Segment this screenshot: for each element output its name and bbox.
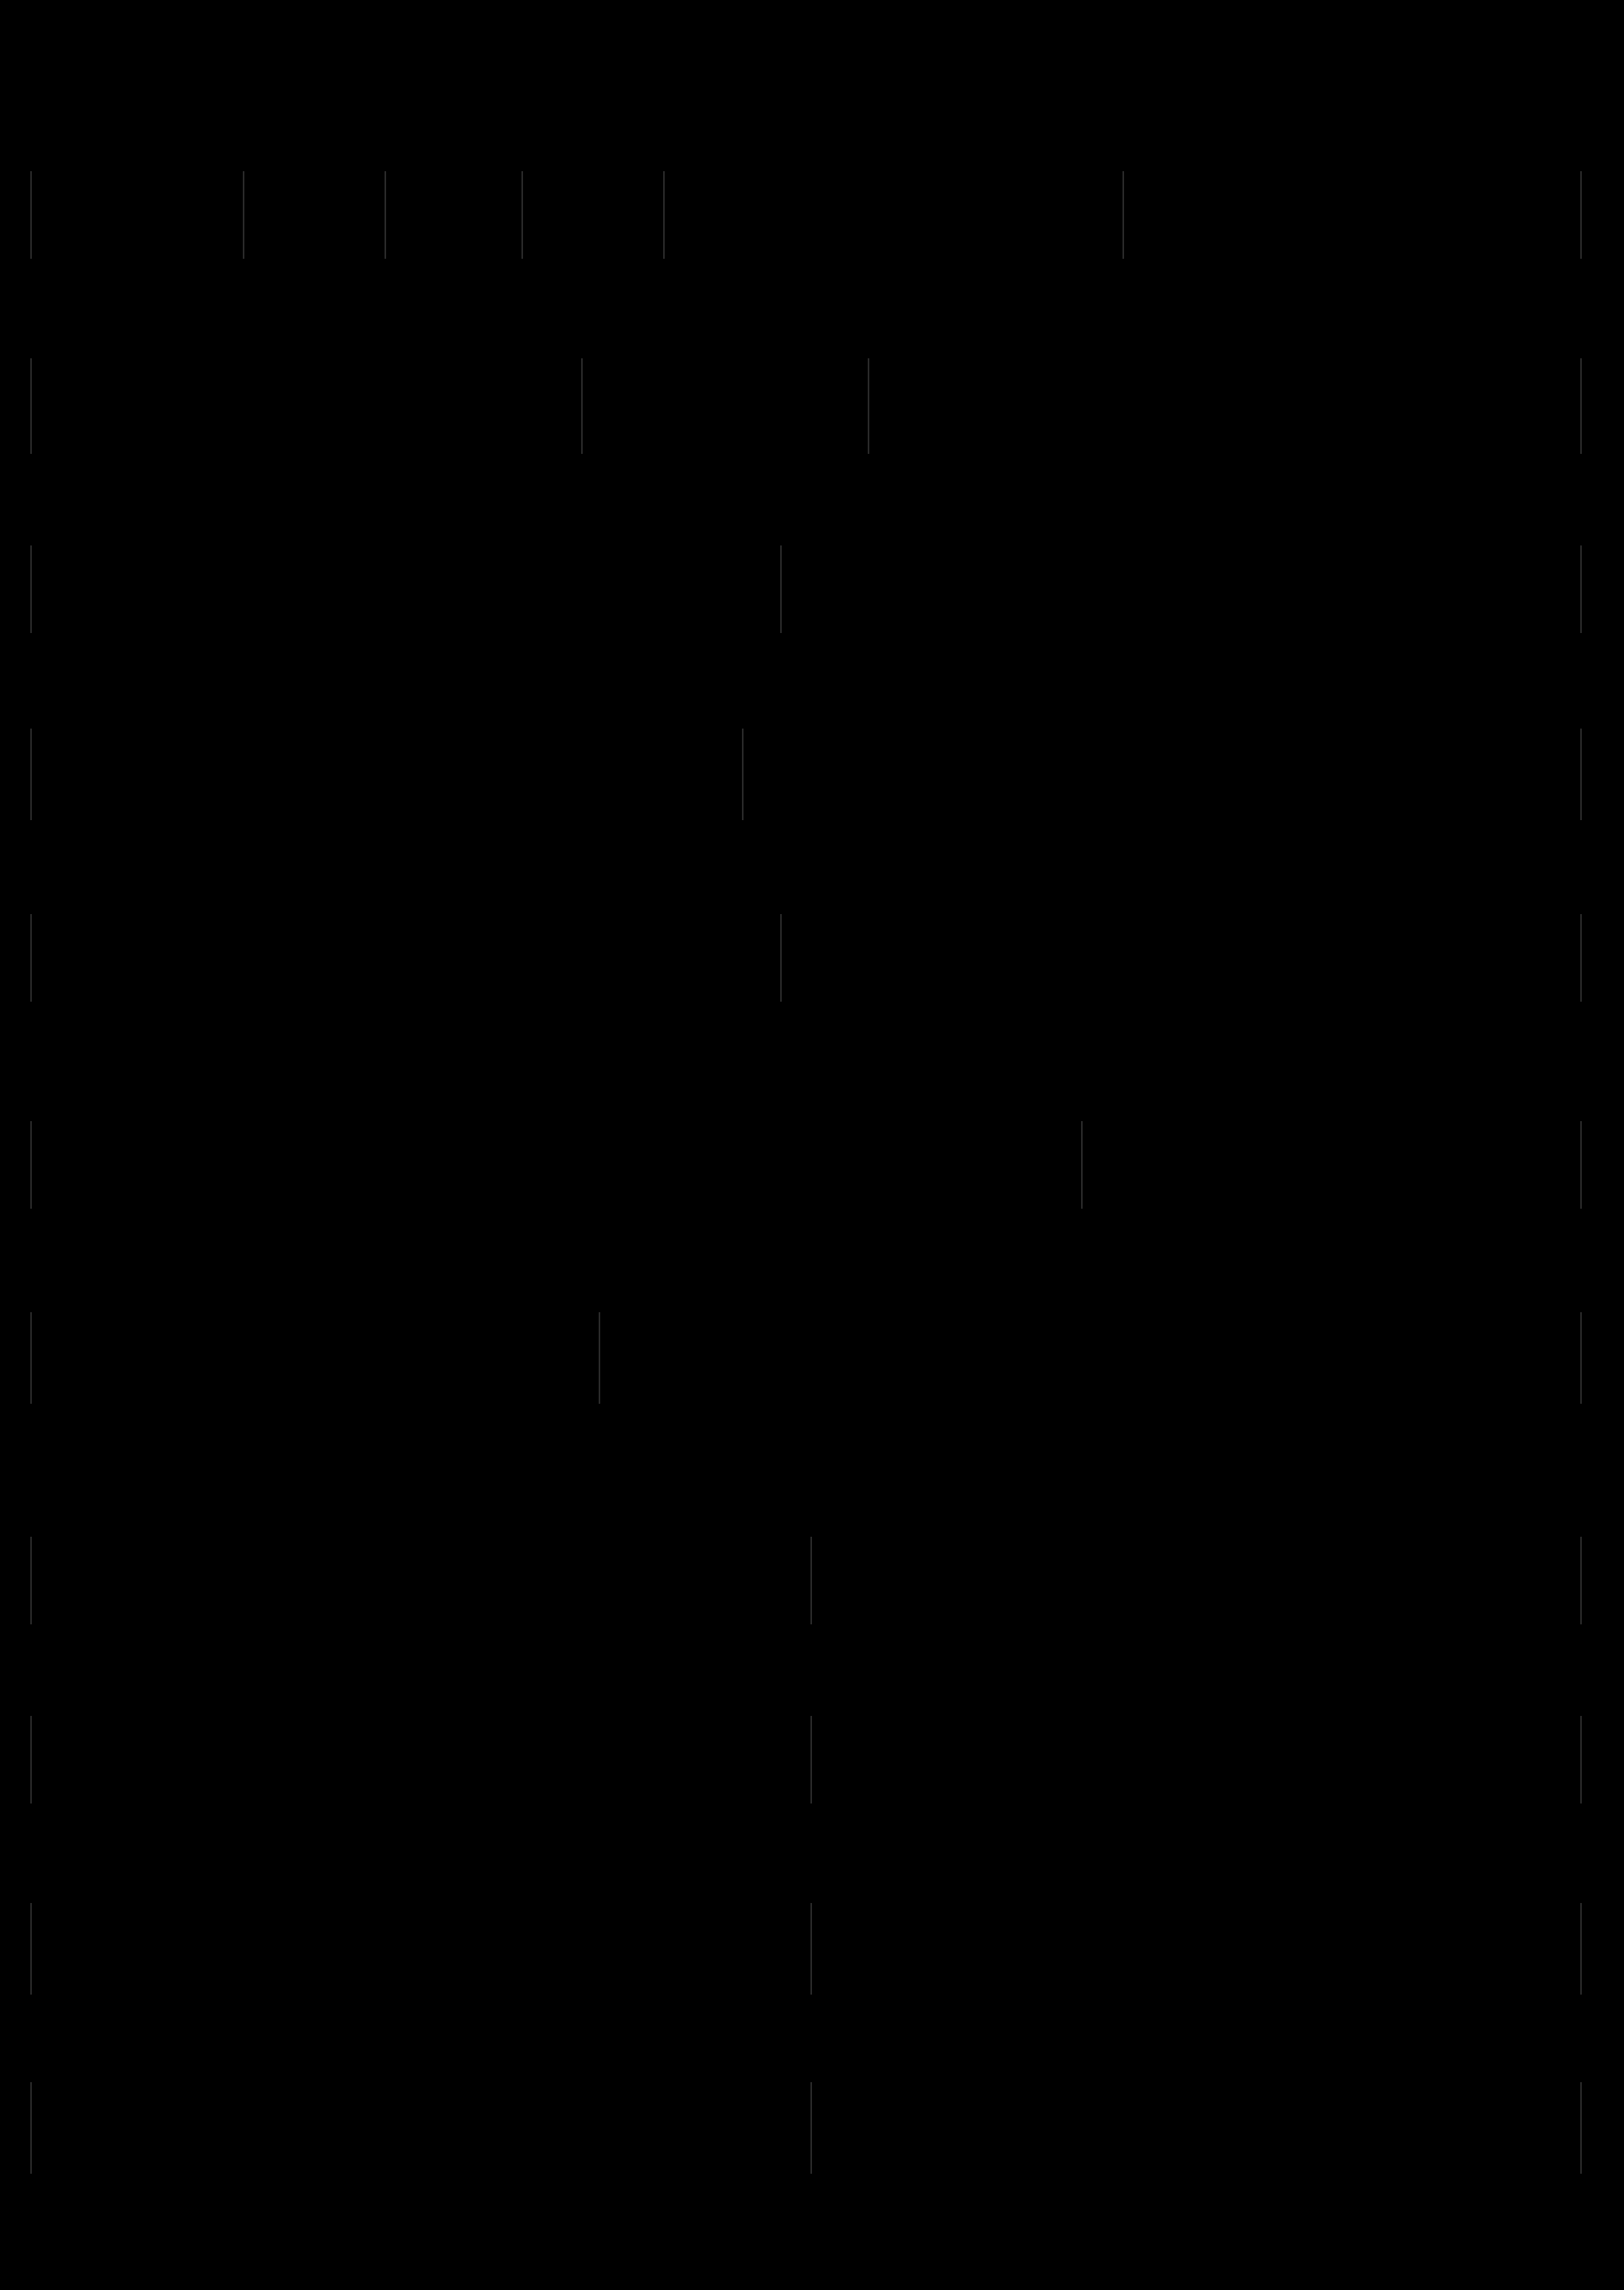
column-rule: [30, 171, 32, 259]
column-rule: [30, 545, 32, 633]
column-rule: [663, 171, 665, 259]
column-rule: [1580, 729, 1582, 820]
column-rule: [521, 171, 523, 259]
column-rule: [30, 1903, 32, 1995]
column-rule: [1580, 1537, 1582, 1624]
column-rule: [1081, 1121, 1083, 1209]
column-rule: [1580, 1312, 1582, 1404]
column-rule: [1580, 1716, 1582, 1803]
document-title: [32, 8, 1592, 151]
column-rule: [868, 358, 869, 454]
column-rule: [1122, 171, 1124, 259]
column-rule: [810, 1903, 812, 1995]
column-rule: [780, 914, 782, 1002]
column-rule: [810, 1537, 812, 1624]
column-rule: [385, 171, 386, 259]
column-rule: [30, 1537, 32, 1624]
column-rule: [1580, 171, 1582, 259]
column-rule: [1580, 1121, 1582, 1209]
column-rule: [30, 729, 32, 820]
column-rule: [1580, 1903, 1582, 1995]
column-rule: [581, 358, 583, 454]
column-rule: [30, 1312, 32, 1404]
column-rule: [810, 2082, 812, 2174]
column-rule: [1580, 358, 1582, 454]
column-rule: [30, 1716, 32, 1803]
column-rule: [1580, 2082, 1582, 2174]
column-rule: [30, 358, 32, 454]
column-rule: [30, 2082, 32, 2174]
column-rule: [1580, 914, 1582, 1002]
column-rule: [780, 545, 782, 633]
column-rule: [1580, 545, 1582, 633]
column-rule: [243, 171, 244, 259]
column-rule: [30, 1121, 32, 1209]
column-rule: [30, 914, 32, 1002]
column-rule: [742, 729, 744, 820]
column-rule: [599, 1312, 600, 1404]
column-rule: [810, 1716, 812, 1803]
